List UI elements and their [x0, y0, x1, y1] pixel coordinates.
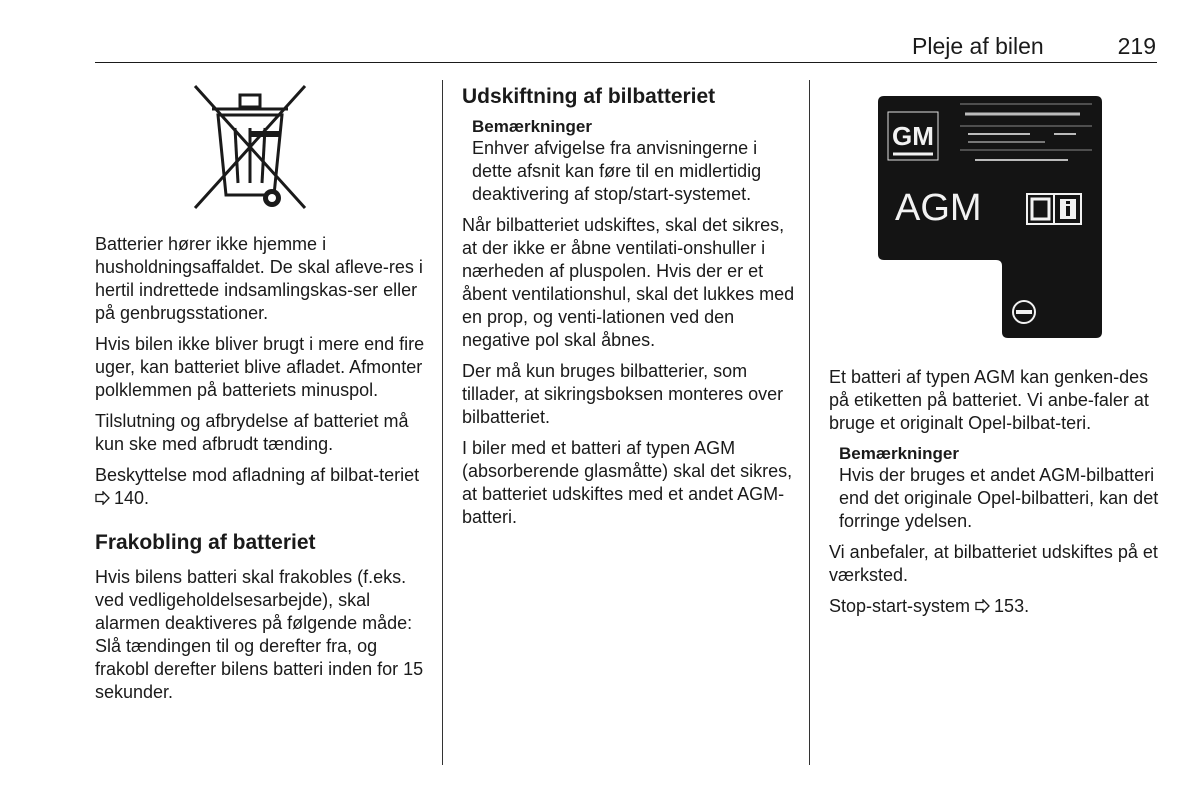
- page-reference-link[interactable]: 140.: [114, 488, 150, 508]
- note-box: [472, 116, 797, 206]
- section-title: Pleje af bilen: [912, 33, 1044, 59]
- agm-type-label: AGM: [895, 187, 982, 229]
- column-3: [829, 366, 1159, 626]
- note-box: [839, 443, 1159, 533]
- note-text: Enhver afvigelse fra anvisningerne i dette afsnit kan føre til en midlertidig deaktivering af stop/start-systemet.: [472, 138, 762, 204]
- paragraph: Hvis bilens batteri skal frakobles (f.eks. ved vedligeholdelsesarbejde), skal alarmen deaktiveres på følgende måde: Slå tændingen til og derefter fra, og frakobl derefter bilens batteri inden for 15 sekunder.: [95, 567, 424, 702]
- section-heading: Frakobling af batteriet: [95, 531, 316, 554]
- paragraph: Der må kun bruges bilbatterier, som tillader, at sikringsboksen monteres over bilbatteriet.: [462, 361, 784, 427]
- note-title: Bemærkninger: [472, 117, 592, 136]
- column-divider-2: [809, 80, 810, 765]
- note-text: Hvis der bruges et andet AGM-bilbatteri end det originale Opel-bilbatteri, kan det forringe ydelsen.: [839, 465, 1159, 531]
- paragraph: Tilslutning og afbrydelse af batteriet må kun ske med afbrudt tænding.: [95, 411, 409, 454]
- column-divider-1: [442, 80, 443, 765]
- gm-logo: GM: [892, 121, 934, 151]
- note-title: Bemærkninger: [839, 444, 959, 463]
- page-number: 219: [1117, 33, 1156, 59]
- page-reference-link[interactable]: 153.: [994, 596, 1030, 616]
- paragraph-text: Beskyttelse mod afladning af bilbat-teriet: [95, 465, 420, 485]
- agm-battery-label-image: [870, 90, 1110, 340]
- paragraph: I biler med et batteri af typen AGM (absorberende glasmåtte) skal det sikres, at batteriet udskiftes med et andet AGM-batteri.: [462, 438, 793, 527]
- crossed-out-bin-icon: [190, 83, 310, 213]
- header-rule: [95, 62, 1157, 63]
- paragraph-with-reference: [829, 595, 1159, 618]
- section-heading: Udskiftning af bilbatteriet: [462, 85, 716, 108]
- paragraph-text: Stop-start-system: [829, 596, 971, 616]
- page-reference-arrow-icon[interactable]: [95, 491, 110, 505]
- column-2: [462, 84, 797, 537]
- paragraph-with-reference: [95, 464, 430, 510]
- page-reference-arrow-icon[interactable]: [975, 599, 990, 613]
- paragraph: Batterier hører ikke hjemme i husholdningsaffaldet. De skal afleve-res i hertil indrettede indsamlingskas-ser eller på genbrugsstationer.: [95, 234, 423, 323]
- paragraph: Vi anbefaler, at bilbatteriet udskiftes på et værksted.: [829, 542, 1158, 585]
- paragraph: Et batteri af typen AGM kan genken-des på etiketten på batteriet. Vi anbe-faler at bruge et originalt Opel-bilbat-teri.: [829, 367, 1149, 433]
- paragraph: Hvis bilen ikke bliver brugt i mere end fire uger, kan batteriet blive afladet. Afmonter polklemmen på batteriets minuspol.: [95, 334, 425, 400]
- column-1: [95, 233, 430, 712]
- paragraph: Når bilbatteriet udskiftes, skal det sikres, at der ikke er åbne ventilati-onshuller i nærheden af pluspolen. Hvis der er et åbent ventilationshul, skal det lukkes med en prop, og venti-lationen ved den negative pol skal åbnes.: [462, 215, 795, 350]
